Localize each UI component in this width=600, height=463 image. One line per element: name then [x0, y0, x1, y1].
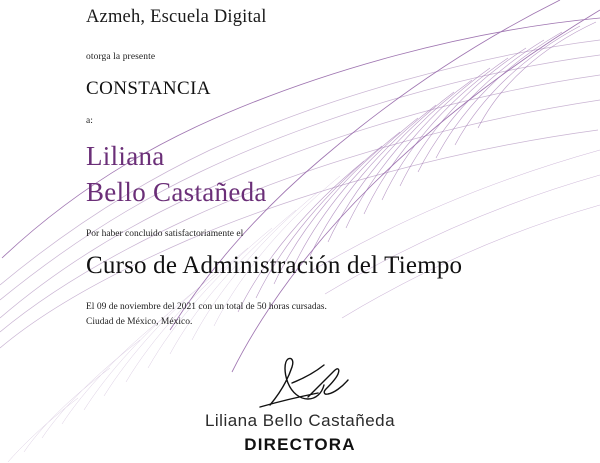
- document-type-title: CONSTANCIA: [86, 78, 211, 100]
- signature-block: [0, 411, 600, 455]
- details-block: [86, 300, 600, 329]
- recipient-first-name: Liliana: [86, 141, 165, 172]
- organization-name: Azmeh, Escuela Digital: [86, 7, 267, 27]
- completion-line: Por haber concluido satisfactoriamente el: [86, 229, 244, 240]
- recipient-last-name: Bello Castañeda: [86, 177, 267, 208]
- grants-line: otorga la presente: [86, 52, 156, 63]
- course-title: Curso de Administración del Tiempo: [86, 252, 463, 280]
- details-line-location: Ciudad de México, México.: [86, 317, 193, 328]
- signature-role: DIRECTORA: [244, 435, 356, 454]
- to-label: a:: [86, 116, 93, 127]
- handwritten-signature-icon: [240, 353, 360, 413]
- signature-name: Liliana Bello Castañeda: [204, 411, 396, 430]
- details-line-date: El 09 de noviembre del 2021 con un total de 50 horas cursadas.: [86, 302, 327, 313]
